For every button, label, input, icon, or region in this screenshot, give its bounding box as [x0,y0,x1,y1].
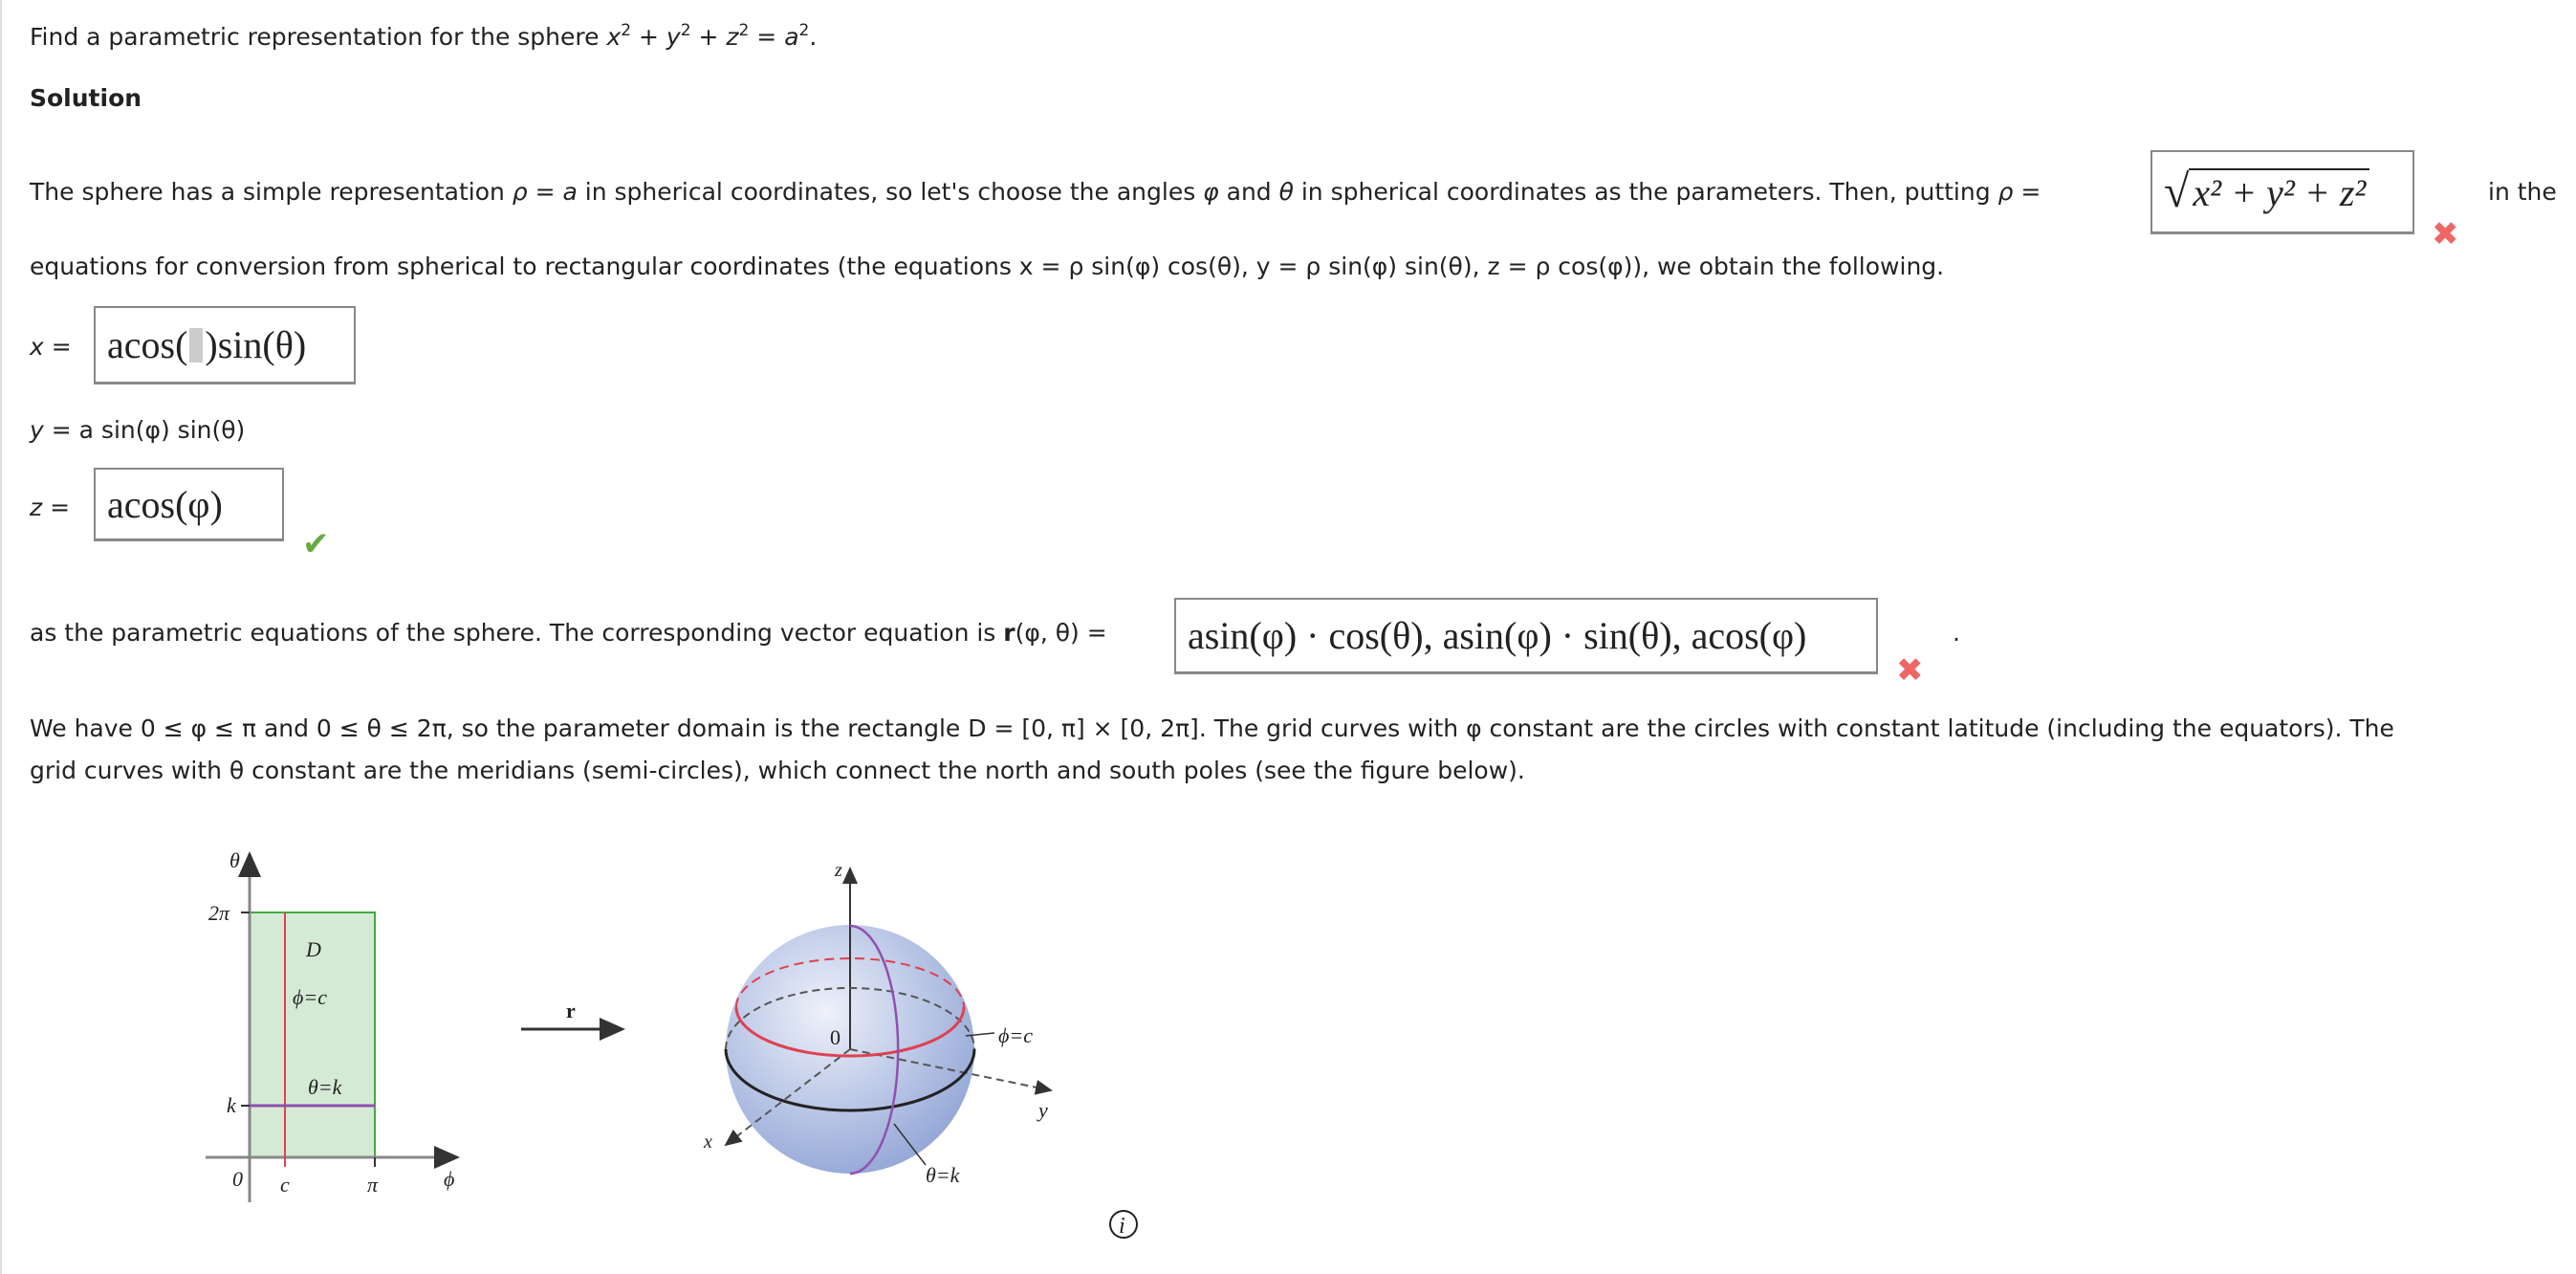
z-answer-value: acos(φ) [107,482,223,526]
text: = [527,178,563,206]
text: in spherical coordinates as the parameters. Then, putting [1293,178,1998,206]
eq-exp: 2 [621,21,632,40]
question-prefix: Find a parametric representation for the sphere [30,23,607,51]
phi-c-label: ϕ=c [293,985,327,1009]
eq-z: z [726,23,739,51]
zero-label: 0 [232,1167,243,1191]
correct-icon: ✔ [302,525,330,563]
phi: φ [1203,178,1219,206]
eq-a: a [784,23,799,51]
equals: = [50,494,71,521]
eq-plus: + [690,23,727,51]
equals: = [51,333,72,361]
a: a [562,178,578,206]
info-glyph[interactable]: i [1119,1214,1125,1239]
text: The sphere has a simple representation [30,178,513,206]
eq-x: x [606,23,622,51]
eq-period: . [809,23,818,51]
text: and [1218,178,1279,206]
text: = [2013,178,2041,206]
x-var: x [30,333,44,361]
z-var: z [30,494,43,521]
c-label: c [280,1173,290,1197]
text: as the parametric equations of the sphere. The corresponding vector equation is [30,619,1004,647]
domain-plot [206,848,457,1202]
sqrt-symbol: √ [2164,166,2190,217]
eq-plus: + [631,23,666,51]
mapping-arrow [521,999,622,1029]
theta-k-label: θ=k [308,1075,342,1099]
phi-axis-label: ϕ [444,1167,455,1191]
x-answer-part1: acos( [107,323,188,366]
paragraph-2-line-1: We have 0 ≤ φ ≤ π and 0 ≤ θ ≤ 2π, so the parameter domain is the rectangle D = [0, π] × [0, 2π]. The grid curves with φ constant are the circles with constant latitude (including the equators). The [30,714,2394,742]
y-var: y [30,416,44,444]
eq-equals: = [749,23,785,51]
x-answer-part2: )sin(θ) [205,323,307,366]
theta-k-label: θ=k [926,1163,960,1187]
rho: ρ [512,178,528,206]
r-map-label: r [566,999,576,1022]
eq-exp: 2 [798,21,810,40]
y-axis-label: y [1038,1098,1048,1122]
theta: θ [1278,178,1294,206]
paragraph-1-line-2: equations for conversion from spherical to rectangular coordinates (the equations x = ρ sin(φ) cos(θ), y = ρ sin(φ) sin(θ), z = ρ cos(φ)), we obtain the following. [30,253,1945,280]
in-the-text: in the [2488,178,2557,206]
text: in spherical coordinates, so let's choose the angles [577,178,1204,206]
d-label: D [306,937,321,961]
equals: = [51,416,72,444]
theta-axis-label: θ [229,848,240,872]
eq-y: y [666,23,681,51]
z-axis-label: z [835,860,842,881]
incorrect-icon: ✖ [1896,651,1924,690]
origin-label: 0 [830,1025,840,1049]
incorrect-icon: ✖ [2432,215,2459,253]
rho-answer-value: x² + y² + z² [2189,168,2369,215]
rho: ρ [1997,178,2014,206]
eq-exp: 2 [680,21,691,40]
y-value: a sin(φ) sin(θ) [78,416,246,444]
pi-label: π [367,1173,379,1197]
info-icon[interactable] [1110,1211,1137,1239]
k-label: k [227,1093,236,1117]
r-bold: r [1003,619,1015,647]
solution-heading: Solution [30,84,142,112]
period: . [1953,619,1960,647]
paragraph-2-line-2: grid curves with θ constant are the meridians (semi-circles), which connect the north and south poles (see the figure below). [30,757,1525,784]
two-pi-label: 2π [208,901,230,925]
x-axis-label: x [704,1131,712,1153]
sphere-plot [703,860,1051,1187]
eq-exp: 2 [738,21,750,40]
vector-answer-value: asin(φ) · cos(θ), asin(φ) · sin(θ), acos(φ) [1188,614,1807,657]
r-args: (φ, θ) = [1015,619,1107,647]
phi-c-label: ϕ=c [998,1023,1033,1047]
